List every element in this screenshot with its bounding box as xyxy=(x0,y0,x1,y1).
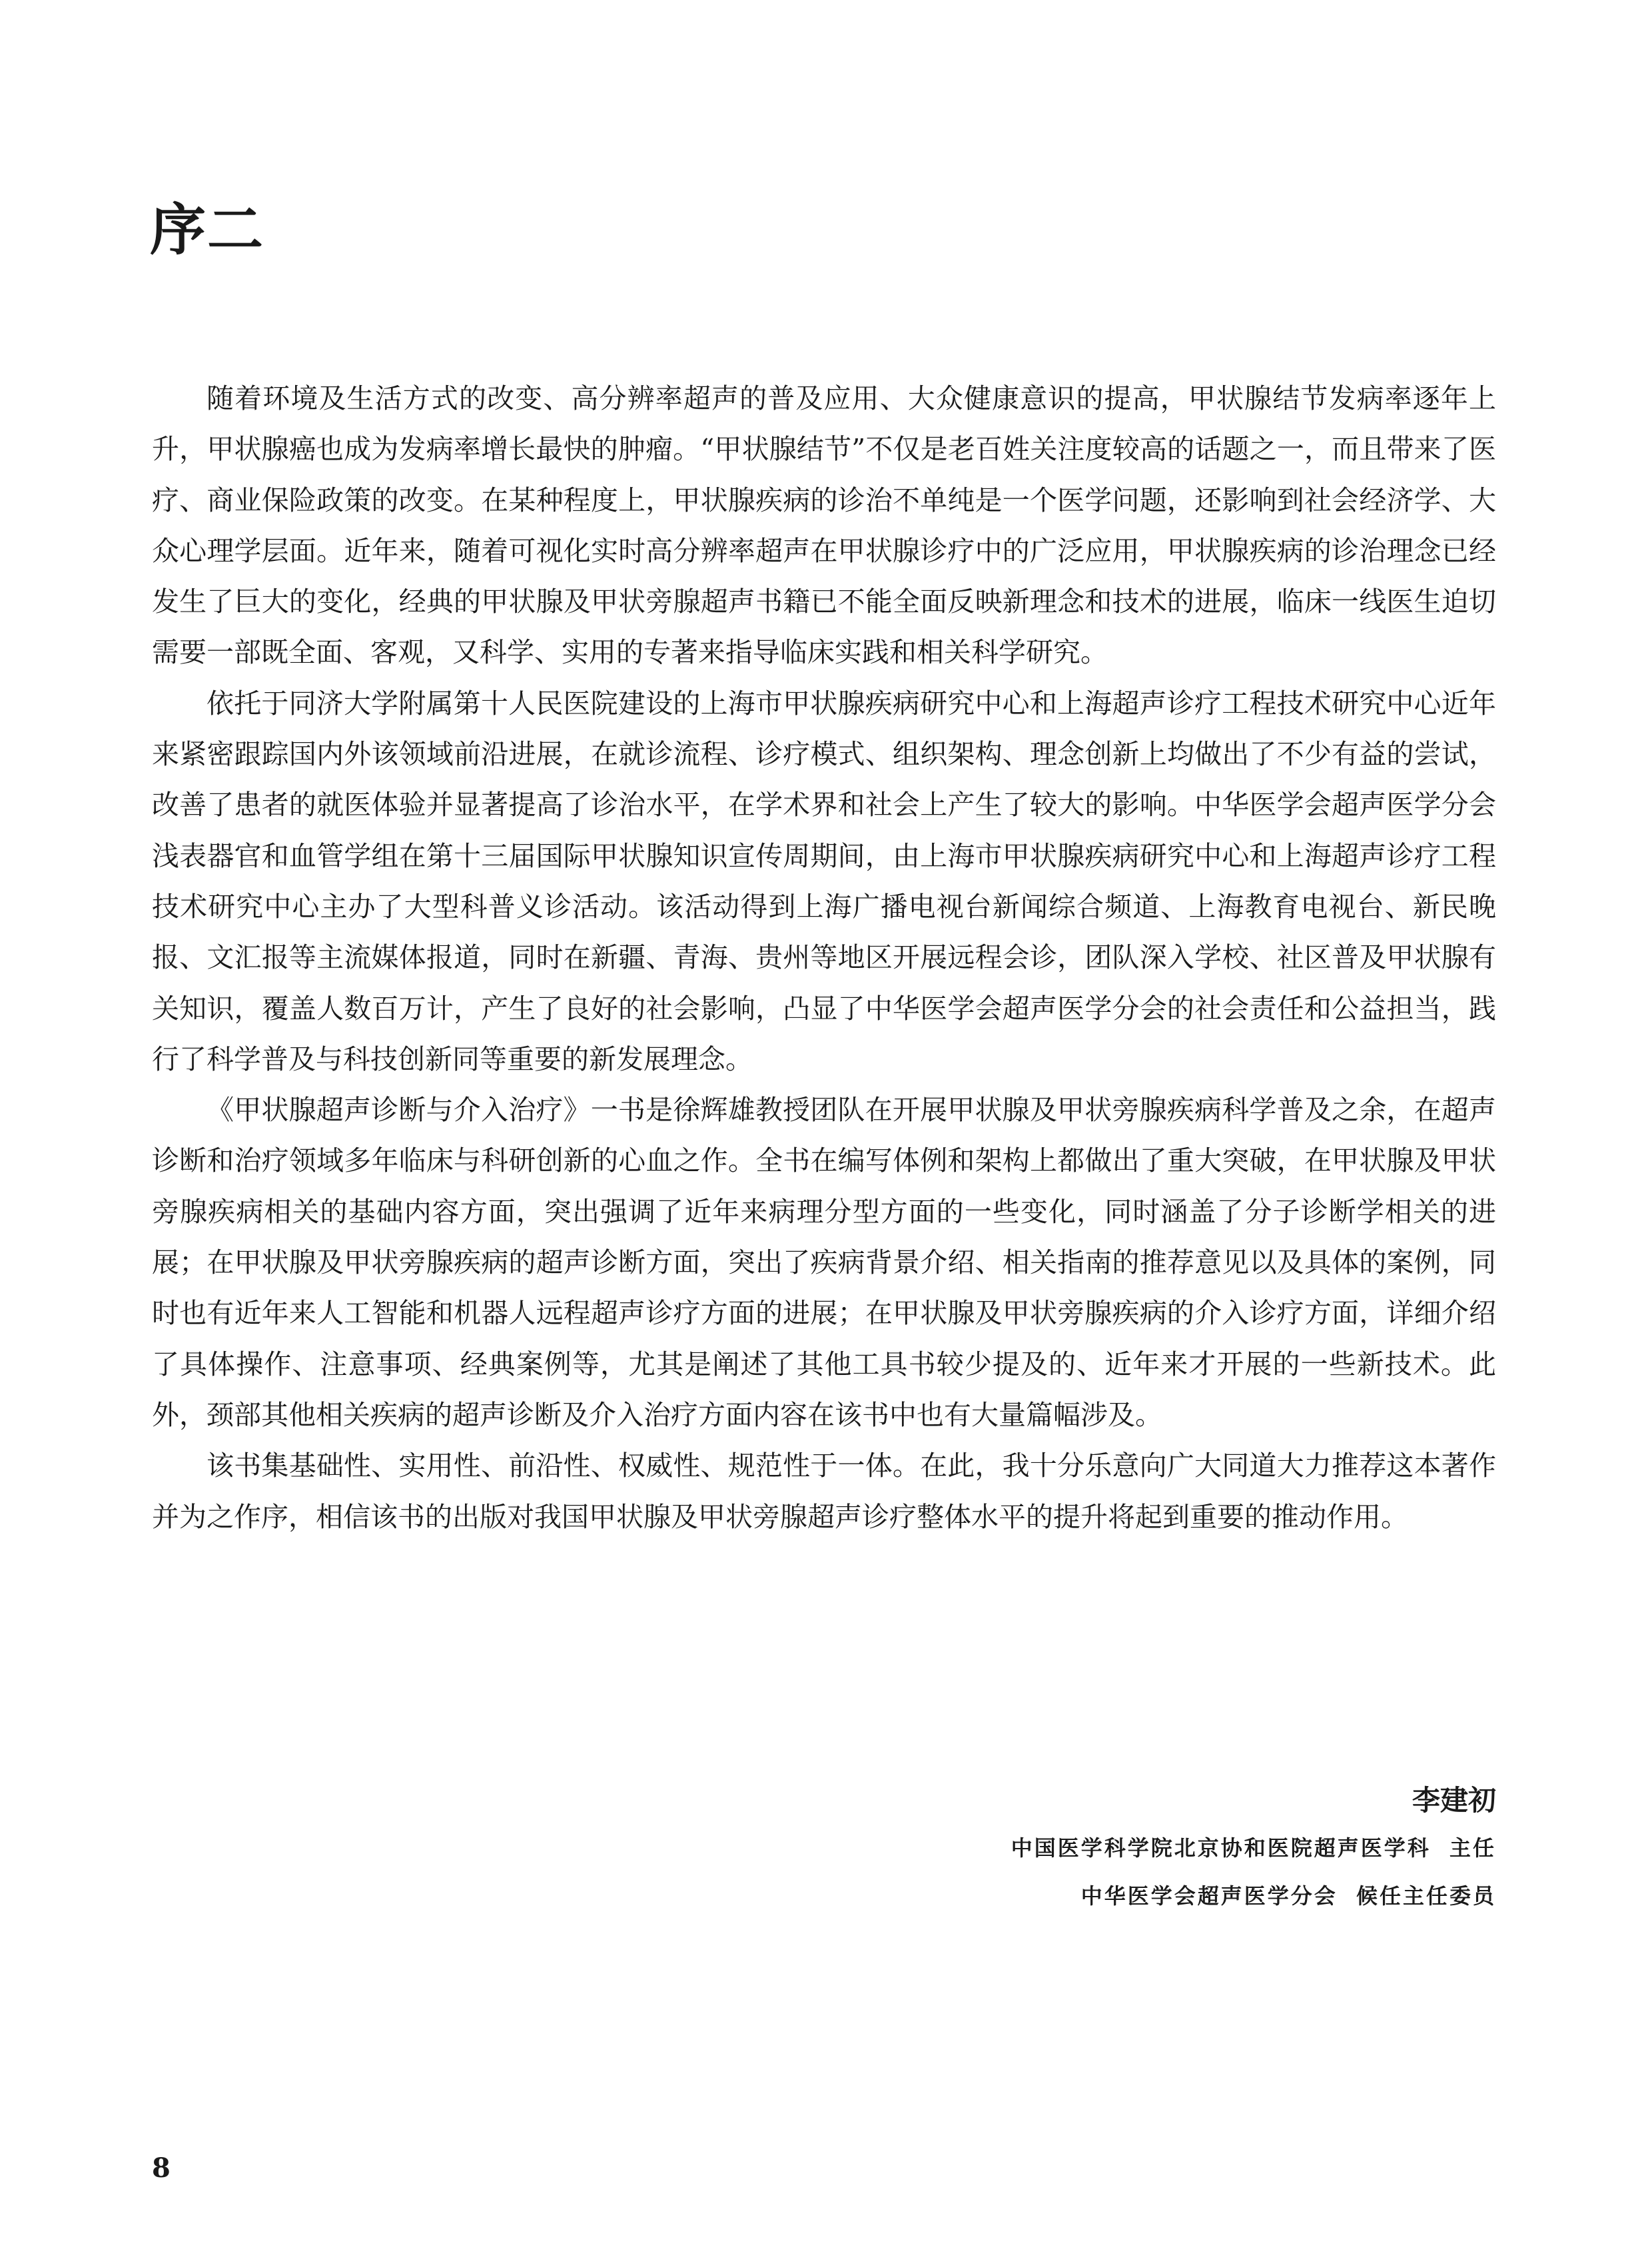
preface-body xyxy=(152,373,1496,1542)
paragraph: 该书集基础性、实用性、前沿性、权威性、规范性于一体。在此，我十分乐意向广大同道大力推荐这本著作并为之作序，相信该书的出版对我国甲状腺及甲状旁腺超声诊疗整体水平的提升将起到重要的推动作用。 xyxy=(152,1450,1496,1533)
page-number: 8 xyxy=(152,2152,171,2184)
paragraph: 《甲状腺超声诊断与介入治疗》一书是徐辉雄教授团队在开展甲状腺及甲状旁腺疾病科学普及之余，在超声诊断和治疗领域多年临床与科研创新的心血之作。全书在编写体例和架构上都做出了重大突破，在甲状腺及甲状旁腺疾病相关的基础内容方面，突出强调了近年来病理分型方面的一些变化，同时涵盖了分子诊断学相关的进展；在甲状腺及甲状旁腺疾病的超声诊断方面，突出了疾病背景介绍、相关指南的推荐意见以及具体的案例，同时也有近年来人工智能和机器人远程超声诊疗方面的进展；在甲状腺及甲状旁腺疾病的介入诊疗方面，详细介绍了具体操作、注意事项、经典案例等，尤其是阐述了其他工具书较少提及的、近年来才开展的一些新技术。此外，颈部其他相关疾病的超声诊断及介入治疗方面内容在该书中也有大量篇幅涉及。 xyxy=(152,1094,1496,1431)
signature-block xyxy=(1011,1777,1496,1920)
paragraph: 依托于同济大学附属第十人民医院建设的上海市甲状腺疾病研究中心和上海超声诊疗工程技术研究中心近年来紧密跟踪国内外该领域前沿进展，在就诊流程、诊疗模式、组织架构、理念创新上均做出了不少有益的尝试，改善了患者的就医体验并显著提高了诊治水平，在学术界和社会上产生了较大的影响。中华医学会超声医学分会浅表器官和血管学组在第十三届国际甲状腺知识宣传周期间，由上海市甲状腺疾病研究中心和上海超声诊疗工程技术研究中心主办了大型科普义诊活动。该活动得到上海广播电视台新闻综合频道、上海教育电视台、新民晚报、文汇报等主流媒体报道，同时在新疆、青海、贵州等地区开展远程会诊，团队深入学校、社区普及甲状腺有关知识，覆盖人数百万计，产生了良好的社会影响，凸显了中华医学会超声医学分会的社会责任和公益担当，践行了科学普及与科技创新同等重要的新发展理念。 xyxy=(152,687,1496,1075)
author-affiliation: 中华医学会超声医学分会 候任主任委员 xyxy=(1080,1883,1496,1909)
page-title: 序二 xyxy=(150,197,265,262)
author-name: 李建初 xyxy=(1412,1784,1496,1817)
author-affiliation: 中国医学科学院北京协和医院超声医学科 主任 xyxy=(1011,1835,1496,1861)
paragraph: 随着环境及生活方式的改变、高分辨率超声的普及应用、大众健康意识的提高，甲状腺结节发病率逐年上升，甲状腺癌也成为发病率增长最快的肿瘤。“甲状腺结节”不仅是老百姓关注度较高的话题之一，而且带来了医疗、商业保险政策的改变。在某种程度上，甲状腺疾病的诊治不单纯是一个医学问题，还影响到社会经济学、大众心理学层面。近年来，随着可视化实时高分辨率超声在甲状腺诊疗中的广泛应用，甲状腺疾病的诊治理念已经发生了巨大的变化，经典的甲状腺及甲状旁腺超声书籍已不能全面反映新理念和技术的进展，临床一线医生迫切需要一部既全面、客观，又科学、实用的专著来指导临床实践和相关科学研究。 xyxy=(152,382,1496,669)
